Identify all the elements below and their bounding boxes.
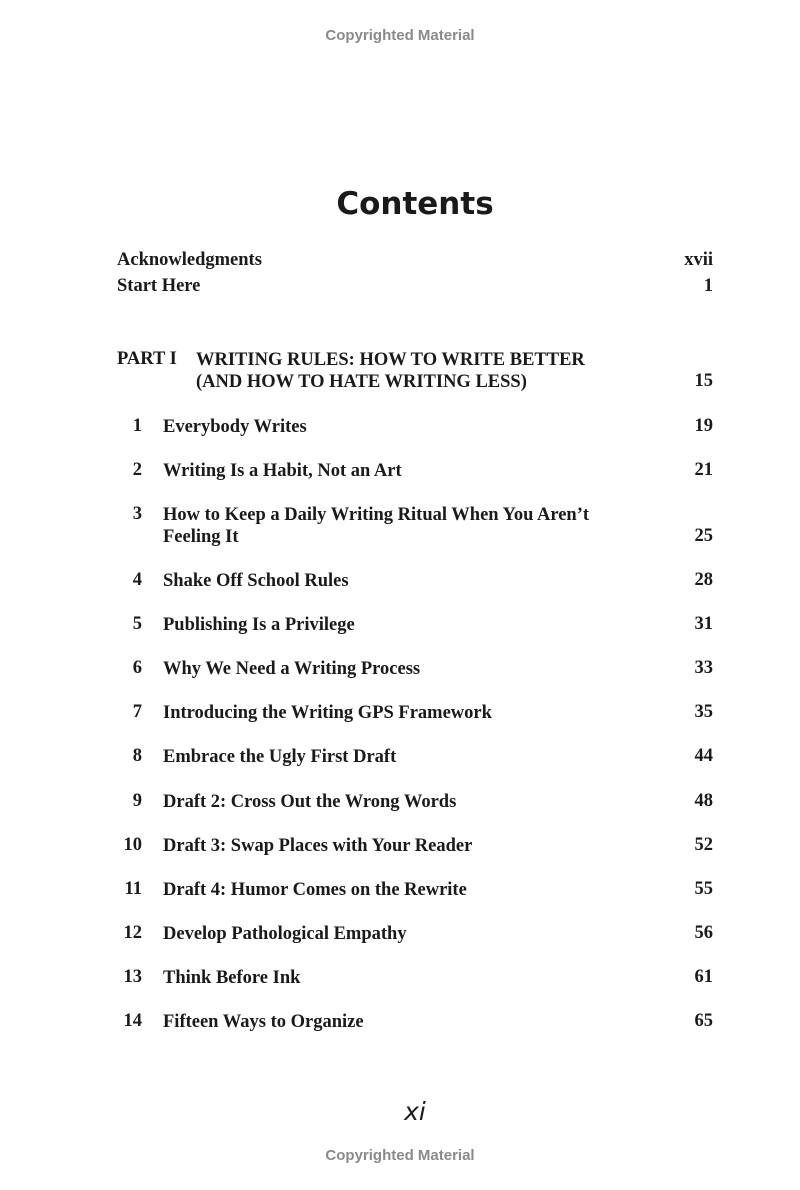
chapter-page: 28 <box>694 570 713 590</box>
toc-entry-page: xvii <box>684 250 713 270</box>
chapter-title: Embrace the Ugly First Draft <box>163 747 397 767</box>
chapter-title: Why We Need a Writing Process <box>163 659 421 679</box>
chapter-page: 61 <box>694 967 713 987</box>
chapter-number: 12 <box>123 923 142 943</box>
chapter-number: 8 <box>132 746 142 766</box>
page-folio: xi <box>404 1097 426 1126</box>
chapter-page: 52 <box>694 835 713 855</box>
toc-entry-start-here[interactable] <box>117 276 713 297</box>
chapter-number: 3 <box>132 504 142 524</box>
chapter-title-line: How to Keep a Daily Writing Ritual When You Aren’t <box>163 505 590 525</box>
chapter-page: 56 <box>694 923 713 943</box>
chapter-number: 4 <box>132 570 142 590</box>
chapter-number: 14 <box>123 1011 142 1031</box>
chapter-number: 1 <box>132 416 142 436</box>
chapter-title: Think Before Ink <box>163 968 301 988</box>
copyright-watermark-top: Copyrighted Material <box>325 27 475 44</box>
chapter-title: Draft 4: Humor Comes on the Rewrite <box>163 880 467 900</box>
part-title-line: WRITING RULES: HOW TO WRITE BETTER <box>196 350 585 370</box>
chapter-number: 9 <box>132 791 142 811</box>
toc-entry-page: 1 <box>703 276 713 296</box>
chapter-number: 13 <box>123 967 142 987</box>
toc-entry-acknowledgments[interactable] <box>117 250 713 271</box>
chapter-page: 55 <box>694 879 713 899</box>
chapter-title: Everybody Writes <box>163 417 307 437</box>
chapter-page: 31 <box>694 614 713 634</box>
chapter-number: 11 <box>124 879 142 899</box>
chapter-page: 33 <box>694 658 713 678</box>
chapter-number: 10 <box>123 835 142 855</box>
chapter-page: 48 <box>694 791 713 811</box>
toc-entry-label: Acknowledgments <box>117 250 262 270</box>
part-page: 15 <box>694 371 713 391</box>
chapter-title: Publishing Is a Privilege <box>163 615 355 635</box>
chapter-title: Develop Pathological Empathy <box>163 924 407 944</box>
chapter-page: 25 <box>694 526 713 546</box>
chapter-title: Writing Is a Habit, Not an Art <box>163 461 402 481</box>
chapter-number: 6 <box>132 658 142 678</box>
chapter-title: Fifteen Ways to Organize <box>163 1012 364 1032</box>
copyright-watermark-bottom: Copyrighted Material <box>325 1147 475 1164</box>
chapter-title: Draft 3: Swap Places with Your Reader <box>163 836 473 856</box>
chapter-page: 65 <box>694 1011 713 1031</box>
chapter-number: 5 <box>132 614 142 634</box>
chapter-page: 35 <box>694 702 713 722</box>
part-title-line: (AND HOW TO HATE WRITING LESS) <box>196 372 527 392</box>
chapter-number: 7 <box>132 702 142 722</box>
toc-entry-label: Start Here <box>117 276 201 296</box>
chapter-title: Draft 2: Cross Out the Wrong Words <box>163 792 457 812</box>
chapter-title: Shake Off School Rules <box>163 571 349 591</box>
chapter-page: 44 <box>694 746 713 766</box>
part-title <box>196 349 616 393</box>
part-label: PART I <box>117 349 177 369</box>
chapter-title-line: Feeling It <box>163 527 239 547</box>
chapter-page: 19 <box>694 416 713 436</box>
page-title: Contents <box>336 186 494 222</box>
chapter-title <box>163 504 643 548</box>
chapter-number: 2 <box>132 460 142 480</box>
chapter-page: 21 <box>694 460 713 480</box>
chapter-title: Introducing the Writing GPS Framework <box>163 703 492 723</box>
